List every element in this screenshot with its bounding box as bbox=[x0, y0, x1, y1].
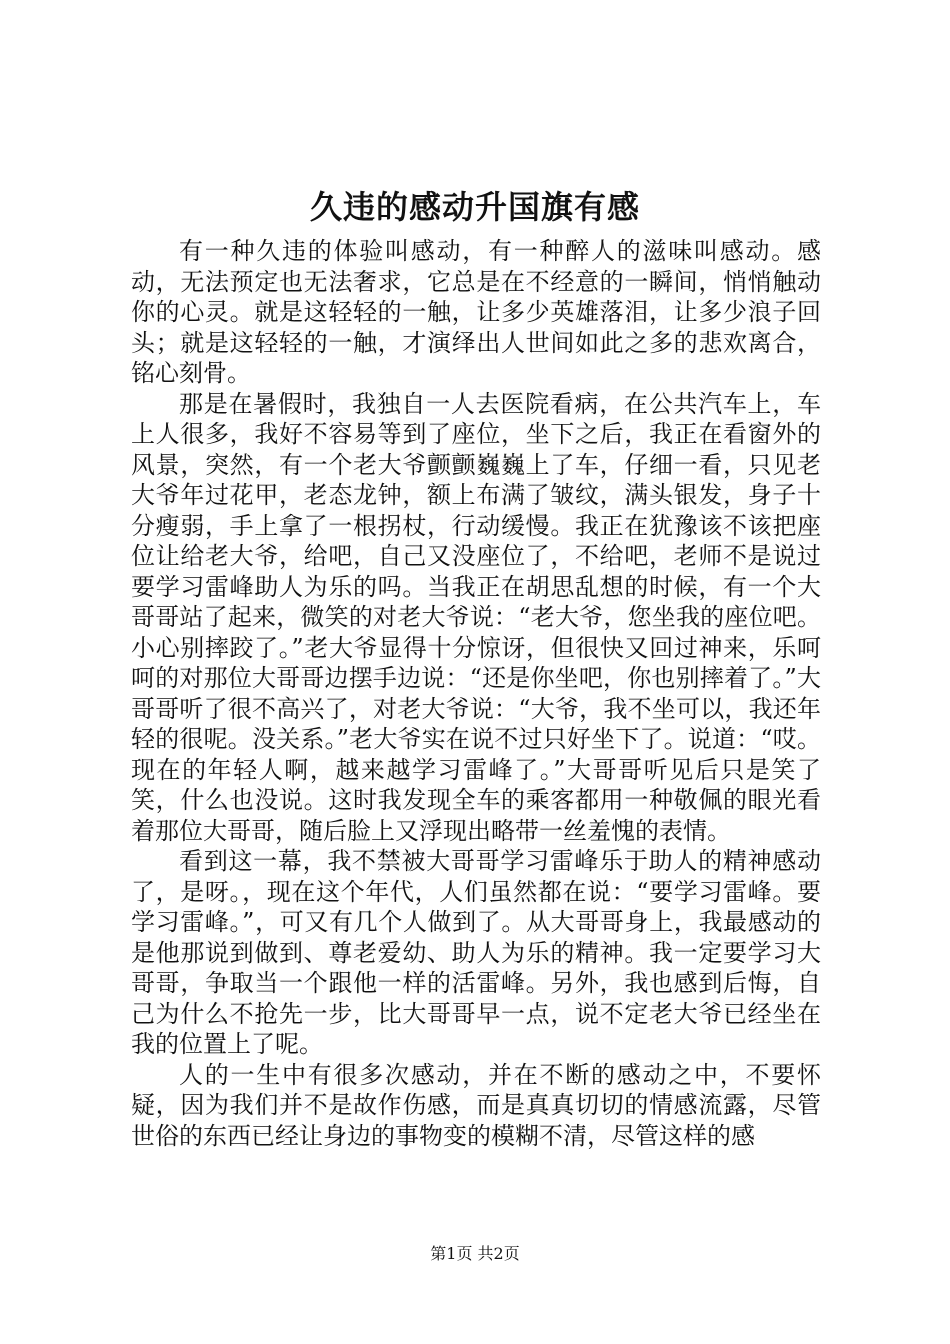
paragraph-1: 有一种久违的体验叫感动，有一种醉人的滋味叫感动。感动，无法预定也无法奢求，它总是在不经意的一瞬间，悄悄触动你的心灵。就是这轻轻的一触，让多少英雄落泪，让多少浪子回头；就是这轻轻的一触，才演绎出人世间如此之多的悲欢离合，铭心刻骨。 bbox=[131, 237, 821, 387]
document-title: 久违的感动升国旗有感 bbox=[309, 188, 640, 226]
document-body bbox=[131, 236, 821, 1151]
paragraph-3: 看到这一幕，我不禁被大哥哥学习雷峰乐于助人的精神感动了，是呀。，现在这个年代，人们虽然都在说：“要学习雷峰。要学习雷峰。”，可又有几个人做到了。从大哥哥身上，我最感动的是他那说到做到、尊老爱幼、助人为乐的精神。我一定要学习大哥哥，争取当一个跟他一样的活雷峰。另外，我也感到后悔，自己为什么不抢先一步，比大哥哥早一点，说不定老大爷已经坐在我的位置上了呢。 bbox=[131, 847, 821, 1058]
paragraph-2: 那是在暑假时，我独自一人去医院看病，在公共汽车上，车上人很多，我好不容易等到了座位，坐下之后，我正在看窗外的风景，突然，有一个老大爷颤颤巍巍上了车，仔细一看，只见老大爷年过花甲，老态龙钟，额上布满了皱纹，满头银发，身子十分瘦弱，手上拿了一根拐杖，行动缓慢。我正在犹豫该不该把座位让给老大爷，给吧，自己又没座位了，不给吧，老师不是说过要学习雷峰助人为乐的吗。当我正在胡思乱想的时候，有一个大哥哥站了起来，微笑的对老大爷说：“老大爷，您坐我的座位吧。小心别摔跤了。”老大爷显得十分惊讶，但很快又回过神来，乐呵呵的对那位大哥哥边摆手边说：“还是你坐吧，你也别摔着了。”大哥哥听了很不高兴了，对老大爷说：“大爷，我不坐可以，我还年轻的很呢。没关系。”老大爷实在说不过只好坐下了。说道：“哎。现在的年轻人啊，越来越学习雷峰了。”大哥哥听见后只是笑了笑，什么也没说。这时我发现全车的乘客都用一种敬佩的眼光看着那位大哥哥，随后脸上又浮现出略带一丝羞愧的表情。 bbox=[131, 389, 821, 845]
page-number-footer: 第1页 共2页 bbox=[430, 1244, 520, 1263]
paragraph-4: 人的一生中有很多次感动，并在不断的感动之中，不要怀疑，因为我们并不是故作伤感，而是真真切切的情感流露，尽管世俗的东西已经让身边的事物变的模糊不清，尽管这样的感 bbox=[131, 1060, 821, 1150]
